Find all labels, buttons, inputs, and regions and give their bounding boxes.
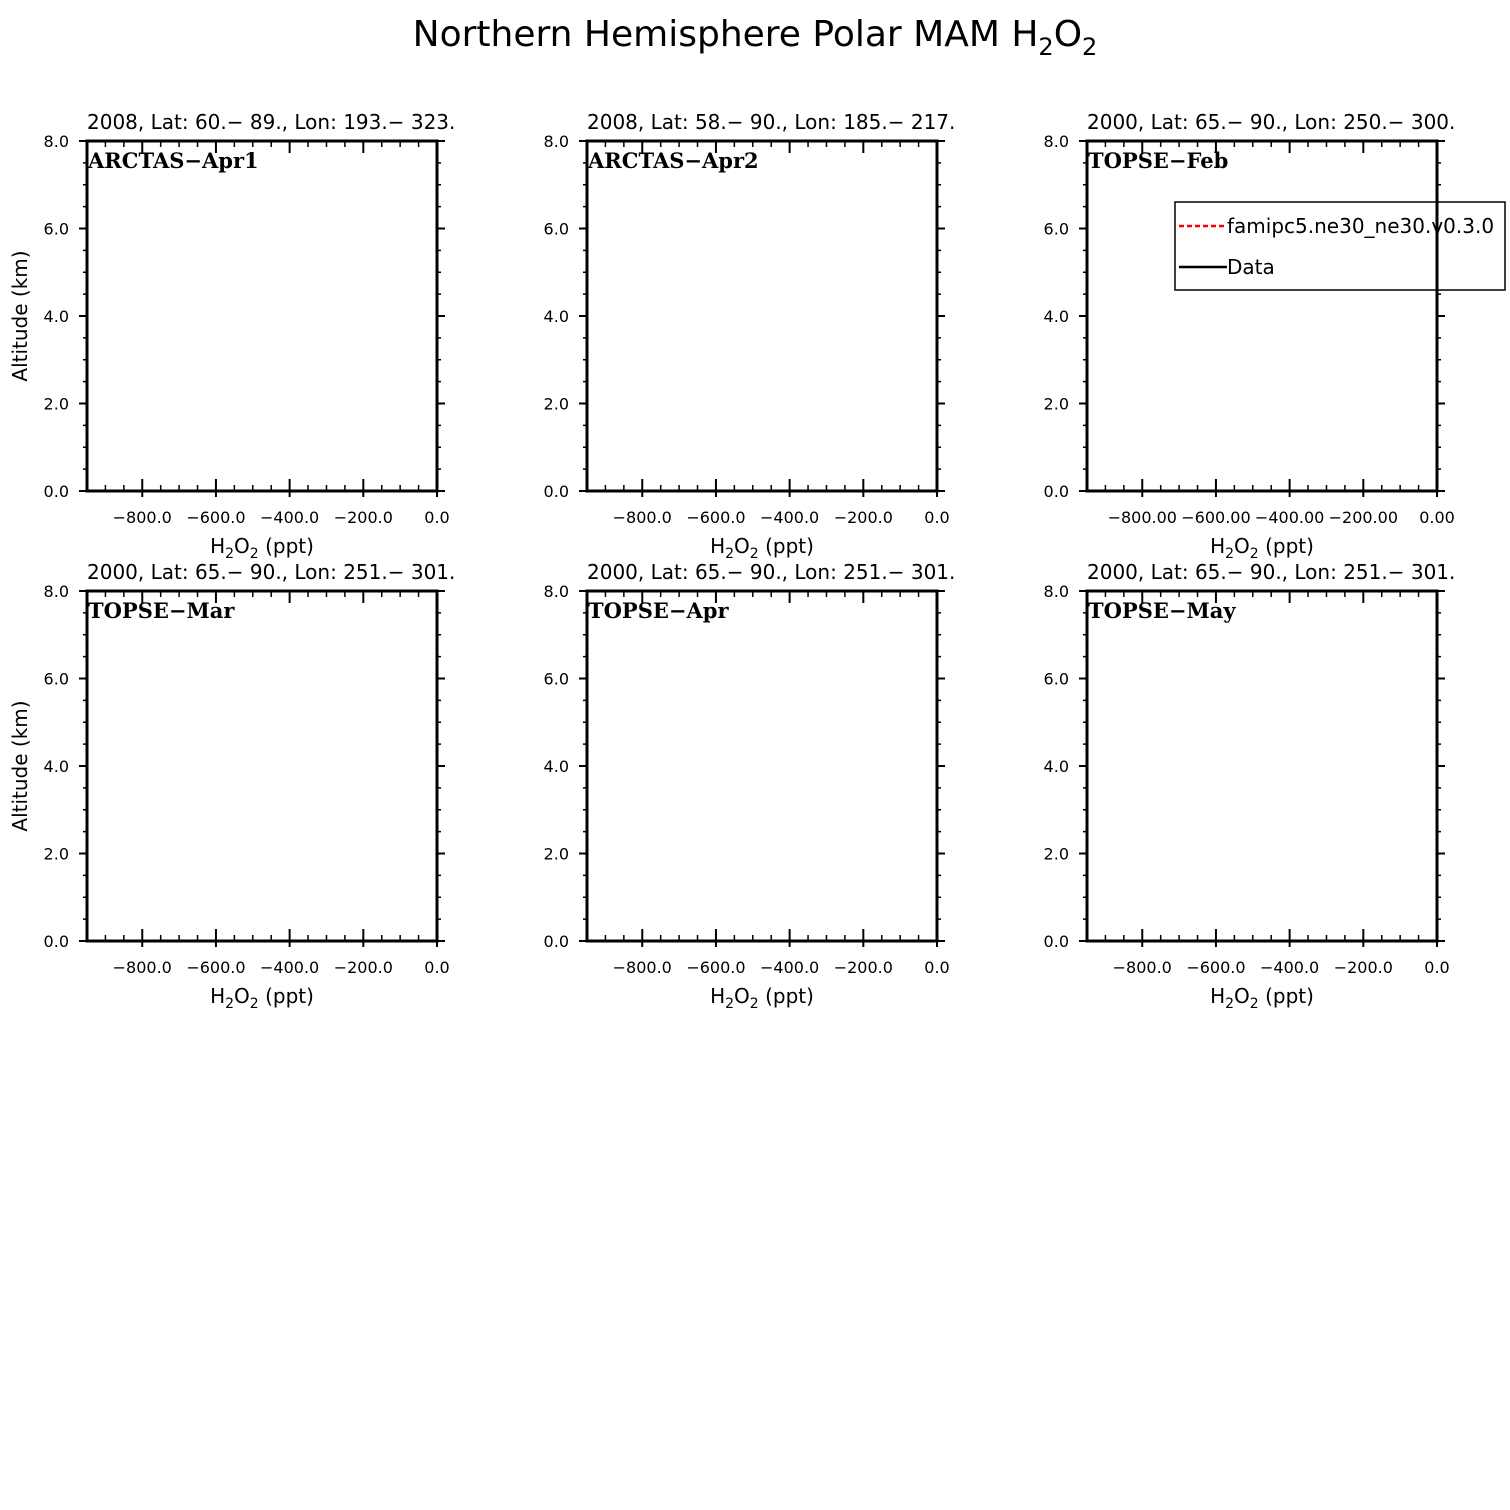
y-tick-label: 4.0 — [1043, 307, 1069, 326]
x-tick-label: −400.0 — [260, 508, 320, 527]
y-tick-label: 8.0 — [543, 582, 569, 601]
x-tick-label: −200.0 — [333, 508, 393, 527]
panel-label: TOPSE−Feb — [1088, 148, 1229, 173]
y-tick-label: 6.0 — [1043, 219, 1069, 239]
x-tick-label: −800.0 — [612, 508, 672, 527]
plot-frame — [87, 591, 437, 941]
panel-6 — [1044, 560, 1456, 1012]
y-tick-label: 8.0 — [1043, 582, 1069, 601]
figure-title: Northern Hemisphere Polar MAM $H_2O_2$ — [412, 14, 1098, 61]
y-tick-label: 4.0 — [43, 307, 69, 326]
y-tick-label: 0.0 — [1043, 482, 1069, 501]
y-tick-label: 4.0 — [43, 757, 69, 776]
x-tick-label: −400.0 — [260, 958, 320, 977]
y-tick-label: 2.0 — [1043, 394, 1069, 414]
x-tick-label: −200.0 — [833, 958, 893, 977]
panels — [8, 110, 1505, 1012]
y-tick-label: 4.0 — [543, 307, 569, 326]
x-tick-label: −800.0 — [112, 958, 172, 977]
plot-frame — [587, 591, 937, 941]
x-tick-label: 0.00 — [1419, 508, 1455, 527]
panel-1 — [8, 110, 455, 562]
x-tick-label: −400.0 — [760, 958, 820, 977]
legend-entry-1: famipc5.ne30_ne30.v0.3.0 — [1227, 214, 1495, 238]
y-tick-label: 0.0 — [43, 482, 69, 501]
y-tick-label: 6.0 — [1043, 669, 1069, 689]
x-tick-label: 0.0 — [424, 508, 450, 527]
x-tick-label: −800.0 — [112, 508, 172, 527]
plot-frame — [587, 141, 937, 491]
y-tick-label: 4.0 — [1043, 757, 1069, 776]
x-tick-label: −400.0 — [760, 508, 820, 527]
y-tick-label: 6.0 — [543, 219, 569, 239]
x-tick-label: 0.0 — [424, 958, 450, 977]
y-tick-label: 6.0 — [43, 219, 69, 239]
panel-3 — [1044, 110, 1505, 562]
panel-subtitle: 2000, Lat: 65.− 90., Lon: 251.− 301. — [1087, 560, 1456, 584]
x-tick-label: −800.00 — [1107, 508, 1177, 527]
plot-frame — [1087, 141, 1437, 491]
x-tick-label: 0.0 — [924, 958, 950, 977]
y-tick-label: 8.0 — [43, 582, 69, 601]
x-tick-label: −800.0 — [612, 958, 672, 977]
panel-label: TOPSE−Apr — [588, 598, 729, 623]
y-tick-label: 0.0 — [543, 932, 569, 951]
panel-2 — [544, 110, 956, 562]
legend — [1175, 202, 1505, 290]
y-tick-label: 6.0 — [543, 669, 569, 689]
y-tick-label: 2.0 — [543, 844, 569, 864]
y-axis-label: Altitude (km) — [8, 250, 32, 382]
x-tick-label: −600.00 — [1181, 508, 1251, 527]
x-tick-label: −600.0 — [186, 508, 246, 527]
y-tick-label: 2.0 — [543, 394, 569, 414]
panel-label: TOPSE−Mar — [88, 598, 235, 623]
y-tick-label: 8.0 — [1043, 132, 1069, 151]
y-tick-label: 2.0 — [1043, 844, 1069, 864]
panel-5 — [544, 560, 956, 1012]
y-tick-label: 6.0 — [43, 669, 69, 689]
x-tick-label: 0.0 — [1424, 958, 1450, 977]
panel-subtitle: 2000, Lat: 65.− 90., Lon: 250.− 300. — [1087, 110, 1456, 134]
x-tick-label: −800.0 — [1112, 958, 1172, 977]
y-tick-label: 0.0 — [1043, 932, 1069, 951]
x-tick-label: −600.0 — [186, 958, 246, 977]
panel-label: TOPSE−May — [1088, 598, 1236, 623]
panel-4 — [8, 560, 455, 1012]
panel-label: ARCTAS−Apr1 — [88, 148, 259, 173]
panel-label: ARCTAS−Apr2 — [588, 148, 759, 173]
y-axis-label: Altitude (km) — [8, 700, 32, 832]
y-tick-label: 0.0 — [43, 932, 69, 951]
y-tick-label: 8.0 — [543, 132, 569, 151]
x-tick-label: −600.0 — [686, 958, 746, 977]
x-tick-label: −400.00 — [1254, 508, 1325, 527]
y-tick-label: 4.0 — [543, 757, 569, 776]
x-tick-label: −400.0 — [1260, 958, 1320, 977]
plot-frame — [1087, 591, 1437, 941]
x-tick-label: −200.0 — [833, 508, 893, 527]
panel-subtitle: 2008, Lat: 60.− 89., Lon: 193.− 323. — [87, 110, 456, 134]
y-tick-label: 8.0 — [43, 132, 69, 151]
x-tick-label: −200.0 — [1333, 958, 1393, 977]
x-tick-label: −200.0 — [333, 958, 393, 977]
panel-subtitle: 2000, Lat: 65.− 90., Lon: 251.− 301. — [87, 560, 456, 584]
x-tick-label: 0.0 — [924, 508, 950, 527]
x-axis-label: $H_2O_2$ (ppt) — [1210, 984, 1314, 1012]
y-tick-label: 2.0 — [43, 844, 69, 864]
x-axis-label: $H_2O_2$ (ppt) — [210, 984, 314, 1012]
y-tick-label: 0.0 — [543, 482, 569, 501]
x-tick-label: −600.0 — [1186, 958, 1246, 977]
plot-frame — [87, 141, 437, 491]
y-tick-label: 2.0 — [43, 394, 69, 414]
x-axis-label: $H_2O_2$ (ppt) — [1210, 534, 1314, 562]
panel-subtitle: 2000, Lat: 65.− 90., Lon: 251.− 301. — [587, 560, 956, 584]
panel-subtitle: 2008, Lat: 58.− 90., Lon: 185.− 217. — [587, 110, 956, 134]
legend-entry-2: Data — [1227, 255, 1275, 279]
x-axis-label: $H_2O_2$ (ppt) — [710, 534, 814, 562]
x-axis-label: $H_2O_2$ (ppt) — [710, 984, 814, 1012]
x-axis-label: $H_2O_2$ (ppt) — [210, 534, 314, 562]
x-tick-label: −600.0 — [686, 508, 746, 527]
x-tick-label: −200.00 — [1328, 508, 1399, 527]
